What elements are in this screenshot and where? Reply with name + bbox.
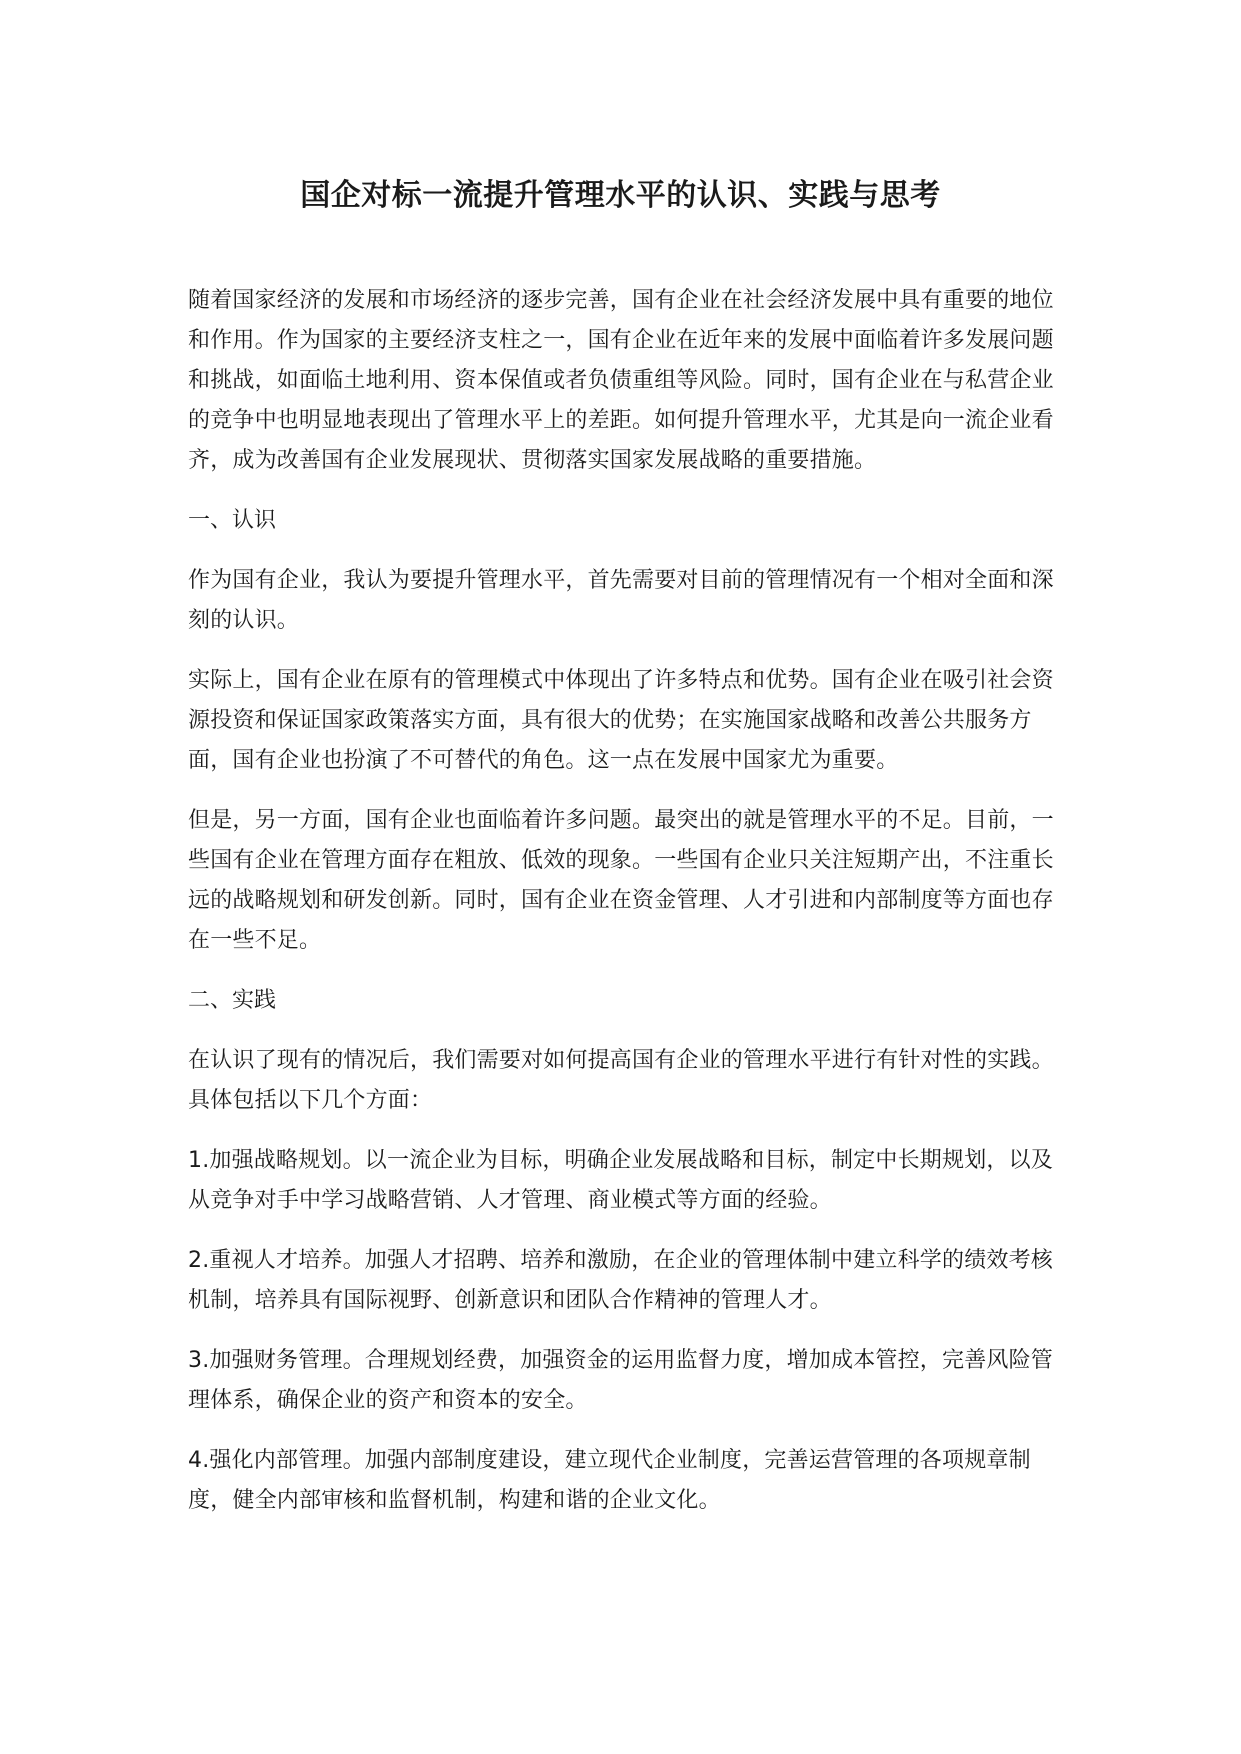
list-item: 4.强化内部管理。加强内部制度建设，建立现代企业制度，完善运营管理的各项规章制度，健全内部审核和监督机制，构建和谐的企业文化。 xyxy=(188,1448,1031,1513)
document-body xyxy=(188,281,1058,1541)
paragraph: 在认识了现有的情况后，我们需要对如何提高国有企业的管理水平进行有针对性的实践。具体包括以下几个方面： xyxy=(188,1048,1054,1113)
paragraph: 作为国有企业，我认为要提升管理水平，首先需要对目前的管理情况有一个相对全面和深刻的认识。 xyxy=(188,568,1054,633)
intro-paragraph: 随着国家经济的发展和市场经济的逐步完善，国有企业在社会经济发展中具有重要的地位和作用。作为国家的主要经济支柱之一，国有企业在近年来的发展中面临着许多发展问题和挑战，如面临土地利用、资本保值或者负债重组等风险。同时，国有企业在与私营企业的竞争中也明显地表现出了管理水平上的差距。如何提升管理水平，尤其是向一流企业看齐，成为改善国有企业发展现状、贯彻落实国家发展战略的重要措施。 xyxy=(188,288,1054,473)
document-title: 国企对标一流提升管理水平的认识、实践与思考 xyxy=(300,178,941,213)
paragraph: 实际上，国有企业在原有的管理模式中体现出了许多特点和优势。国有企业在吸引社会资源投资和保证国家政策落实方面，具有很大的优势；在实施国家战略和改善公共服务方面，国有企业也扮演了不可替代的角色。这一点在发展中国家尤为重要。 xyxy=(188,668,1054,773)
list-item: 3.加强财务管理。合理规划经费，加强资金的运用监督力度，增加成本管控，完善风险管理体系，确保企业的资产和资本的安全。 xyxy=(188,1348,1053,1413)
section-heading-recognition: 一、认识 xyxy=(188,508,277,533)
list-item: 1.加强战略规划。以一流企业为目标，明确企业发展战略和目标，制定中长期规划，以及从竞争对手中学习战略营销、人才管理、商业模式等方面的经验。 xyxy=(188,1148,1053,1213)
list-item: 2.重视人才培养。加强人才招聘、培养和激励，在企业的管理体制中建立科学的绩效考核机制，培养具有国际视野、创新意识和团队合作精神的管理人才。 xyxy=(188,1248,1053,1313)
paragraph: 但是，另一方面，国有企业也面临着许多问题。最突出的就是管理水平的不足。目前，一些国有企业在管理方面存在粗放、低效的现象。一些国有企业只关注短期产出，不注重长远的战略规划和研发创新。同时，国有企业在资金管理、人才引进和内部制度等方面也存在一些不足。 xyxy=(188,808,1054,953)
section-heading-practice: 二、实践 xyxy=(188,988,277,1013)
